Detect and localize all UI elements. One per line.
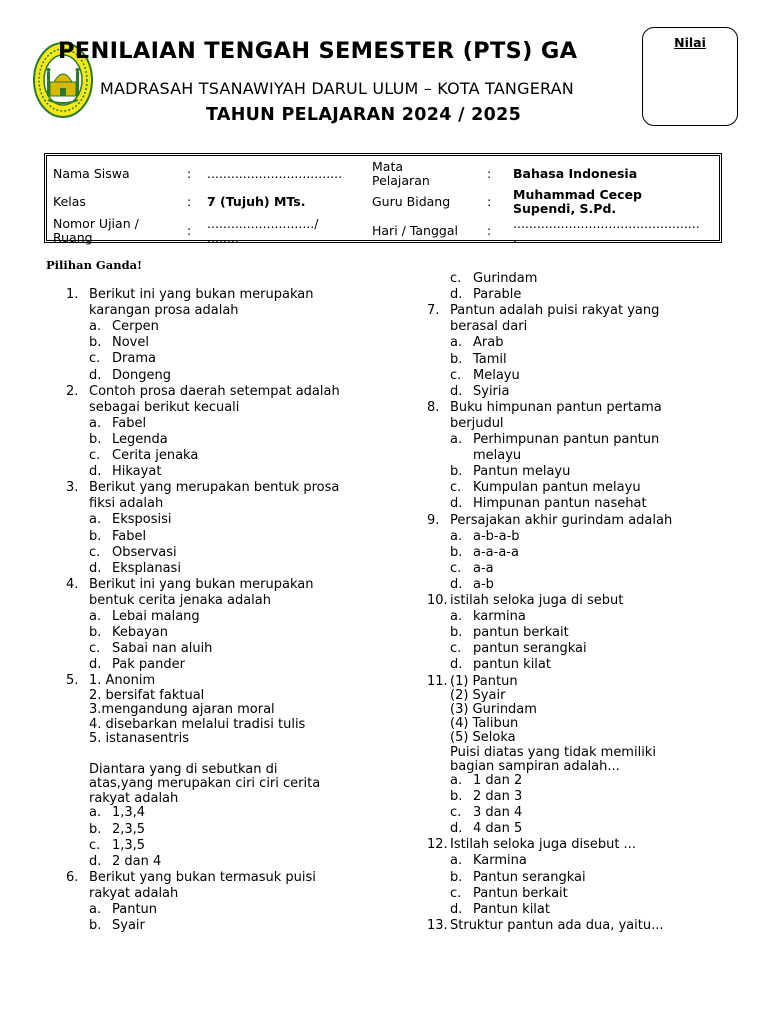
answer-option[interactable]: a-a-a-a bbox=[473, 544, 519, 560]
question-number: 3. bbox=[66, 480, 79, 496]
question-text: Struktur pantun ada dua, yaitu... bbox=[450, 917, 664, 933]
answer-option[interactable]: Sabai nan aluih bbox=[112, 641, 213, 657]
colon: : bbox=[187, 223, 192, 238]
answer-option[interactable]: Perhimpunan pantun pantun bbox=[473, 432, 660, 447]
question-text-line: (3) Gurindam bbox=[450, 701, 537, 717]
option-marker: c. bbox=[89, 448, 101, 463]
question-number: 11. bbox=[427, 673, 448, 689]
answer-option[interactable]: Eksplanasi bbox=[112, 560, 181, 576]
question-number: 13. bbox=[427, 917, 448, 933]
date-field[interactable]: ............................................... bbox=[513, 216, 700, 231]
option-marker: a. bbox=[89, 902, 102, 917]
option-marker: b. bbox=[89, 918, 102, 934]
teacher-label: Guru Bidang bbox=[372, 194, 451, 209]
option-marker: b. bbox=[450, 351, 463, 367]
answer-option[interactable]: Fabel bbox=[112, 528, 147, 544]
option-marker: d. bbox=[450, 821, 463, 837]
answer-option[interactable]: a-b bbox=[473, 576, 494, 592]
academic-year: TAHUN PELAJARAN 2024 / 2025 bbox=[206, 105, 522, 125]
option-marker: a. bbox=[89, 319, 102, 335]
page-title: PENILAIAN TENGAH SEMESTER (PTS) GA bbox=[58, 38, 578, 64]
subject-value: Bahasa Indonesia bbox=[513, 166, 638, 181]
answer-option[interactable]: Novel bbox=[112, 335, 149, 351]
answer-option[interactable]: 2,3,5 bbox=[112, 821, 146, 837]
option-marker: a. bbox=[89, 805, 102, 821]
answer-option[interactable]: Cerpen bbox=[112, 319, 159, 335]
answer-option[interactable]: Tamil bbox=[473, 351, 507, 367]
option-marker: d. bbox=[450, 383, 463, 399]
question-text: Berikut yang merupakan bentuk prosa bbox=[89, 480, 340, 496]
question-text: Pantun adalah puisi rakyat yang bbox=[450, 303, 660, 319]
answer-option[interactable]: Parable bbox=[473, 287, 522, 303]
answer-option[interactable]: Himpunan pantun nasehat bbox=[473, 496, 647, 512]
class-label: Kelas bbox=[53, 194, 86, 209]
question-text: Buku himpunan pantun pertama bbox=[450, 399, 662, 415]
answer-option[interactable]: Pantun melayu bbox=[473, 464, 571, 480]
question-text-line: Puisi diatas yang tidak memiliki bbox=[450, 744, 656, 760]
question-number: 4. bbox=[66, 576, 79, 592]
colon: : bbox=[487, 194, 492, 209]
answer-option[interactable]: Syiria bbox=[473, 383, 510, 399]
answer-option[interactable]: pantun serangkai bbox=[473, 641, 587, 657]
answer-option[interactable]: Pantun kilat bbox=[473, 901, 550, 917]
date-field-2: . bbox=[513, 230, 517, 245]
teacher-name-2: Supendi, S.Pd. bbox=[513, 201, 617, 216]
question-text: 1. Anonim bbox=[89, 673, 156, 689]
room-label: Ruang bbox=[53, 230, 93, 245]
question-text-line: (2) Syair bbox=[450, 687, 506, 703]
answer-option[interactable]: Pantun bbox=[112, 902, 158, 917]
student-name-field[interactable]: .................................. bbox=[207, 166, 343, 181]
answer-option[interactable]: karmina bbox=[473, 609, 526, 625]
option-marker: a. bbox=[89, 512, 102, 528]
section-heading: Pilihan Ganda! bbox=[46, 258, 143, 272]
answer-option[interactable]: 1,3,4 bbox=[112, 805, 146, 821]
answer-option[interactable]: Kebayan bbox=[112, 625, 168, 641]
option-marker: c. bbox=[450, 560, 462, 576]
question-number: 9. bbox=[427, 512, 440, 528]
answer-option[interactable]: Pantun berkait bbox=[473, 885, 568, 901]
answer-option[interactable]: pantun kilat bbox=[473, 657, 551, 673]
option-marker: a. bbox=[450, 432, 463, 447]
answer-option[interactable]: Syair bbox=[112, 918, 145, 934]
answer-option[interactable]: Dongeng bbox=[112, 367, 171, 383]
option-marker: b. bbox=[89, 625, 102, 641]
answer-option[interactable]: Eksposisi bbox=[112, 512, 172, 528]
option-marker: d. bbox=[89, 560, 102, 576]
school-name: MADRASAH TSANAWIYAH DARUL ULUM – KOTA TANGERAN bbox=[100, 79, 574, 98]
option-marker: a. bbox=[450, 335, 463, 351]
class-value: 7 (Tujuh) MTs. bbox=[207, 194, 306, 209]
answer-option[interactable]: 3 dan 4 bbox=[473, 805, 523, 821]
question-text-line: 2. bersifat faktual bbox=[89, 687, 205, 703]
question-text-line: (4) Talibun bbox=[450, 716, 519, 732]
question-text-line: karangan prosa adalah bbox=[89, 303, 239, 319]
answer-option[interactable]: a-b-a-b bbox=[473, 528, 520, 544]
answer-option[interactable]: 1 dan 2 bbox=[473, 772, 523, 788]
score-label: Nilai bbox=[674, 35, 706, 50]
question-text: Berikut ini yang bukan merupakan bbox=[89, 576, 314, 592]
question-text: (1) Pantun bbox=[450, 673, 518, 689]
question-text-line: 3.mengandung ajaran moral bbox=[89, 702, 275, 718]
option-marker: b. bbox=[450, 789, 463, 804]
option-marker: d. bbox=[89, 853, 102, 869]
answer-option[interactable]: Melayu bbox=[473, 367, 520, 383]
question-text: Berikut yang bukan termasuk puisi bbox=[89, 869, 316, 885]
answer-option[interactable]: Drama bbox=[112, 351, 156, 367]
answer-option[interactable]: Legenda bbox=[112, 431, 168, 447]
answer-option[interactable]: Cerita jenaka bbox=[112, 448, 199, 463]
option-marker: d. bbox=[89, 367, 102, 383]
option-marker: d. bbox=[89, 657, 102, 673]
colon: : bbox=[487, 166, 492, 181]
question-text-line: bagian sampiran adalah... bbox=[450, 758, 620, 774]
question-number: 6. bbox=[66, 869, 79, 885]
answer-option[interactable]: Fabel bbox=[112, 415, 147, 431]
answer-option[interactable]: Pak pander bbox=[112, 657, 185, 673]
question-text-line: 5. istanasentris bbox=[89, 731, 190, 747]
question-number: 10. bbox=[427, 593, 448, 608]
answer-option[interactable]: Lebai malang bbox=[112, 609, 200, 624]
question-text-line: berasal dari bbox=[450, 319, 528, 335]
question-number: 1. bbox=[66, 287, 79, 302]
question-text-line: bentuk cerita jenaka adalah bbox=[89, 592, 271, 608]
option-marker: d. bbox=[450, 287, 463, 303]
option-marker: a. bbox=[89, 609, 102, 624]
option-marker: c. bbox=[89, 351, 101, 367]
option-marker: c. bbox=[450, 805, 462, 821]
option-marker: b. bbox=[450, 869, 463, 885]
option-marker: b. bbox=[89, 528, 102, 544]
answer-option[interactable]: 2 dan 3 bbox=[473, 789, 523, 804]
subject-label-2: Pelajaran bbox=[372, 173, 430, 188]
answer-option[interactable]: a-a bbox=[473, 560, 494, 576]
question-text-line: melayu bbox=[473, 448, 522, 464]
option-marker: d. bbox=[450, 657, 463, 673]
option-marker: a. bbox=[450, 609, 463, 625]
student-identity-table bbox=[44, 153, 722, 243]
question-number: 12. bbox=[427, 837, 448, 853]
question-text: Persajakan akhir gurindam adalah bbox=[450, 512, 673, 528]
teacher-name: Muhammad Cecep bbox=[513, 187, 642, 202]
option-marker: b. bbox=[450, 464, 463, 480]
exam-number-field[interactable]: .........................../ bbox=[207, 216, 319, 231]
question-text-line: fiksi adalah bbox=[89, 496, 164, 512]
option-marker: b. bbox=[450, 625, 463, 641]
option-marker: c. bbox=[89, 544, 101, 560]
answer-option[interactable]: 2 dan 4 bbox=[112, 853, 162, 869]
question-text: Istilah seloka juga disebut ... bbox=[450, 837, 636, 853]
option-marker: d. bbox=[450, 576, 463, 592]
question-number: 5. bbox=[66, 673, 79, 689]
answer-option[interactable]: 4 dan 5 bbox=[473, 821, 523, 837]
option-marker: d. bbox=[89, 464, 102, 480]
option-marker: a. bbox=[450, 772, 463, 788]
option-marker: d. bbox=[450, 496, 463, 512]
option-marker: c. bbox=[450, 480, 462, 496]
colon: : bbox=[187, 166, 192, 181]
answer-option[interactable]: Arab bbox=[473, 335, 504, 351]
option-marker: b. bbox=[450, 544, 463, 560]
question-number: 2. bbox=[66, 383, 79, 399]
option-marker: a. bbox=[450, 853, 463, 869]
colon: : bbox=[487, 223, 492, 238]
question-text-line: atas,yang merupakan ciri ciri cerita bbox=[89, 776, 321, 792]
question-text-line: sebagai berikut kecuali bbox=[89, 399, 240, 415]
question-text-line: rakyat adalah bbox=[89, 790, 179, 806]
answer-option[interactable]: Pantun serangkai bbox=[473, 869, 586, 885]
answer-option[interactable]: pantun berkait bbox=[473, 625, 569, 641]
exam-number-label: Nomor Ujian / bbox=[53, 216, 139, 231]
option-marker: c. bbox=[450, 885, 462, 901]
answer-option[interactable]: Gurindam bbox=[473, 271, 538, 286]
option-marker: c. bbox=[89, 641, 101, 657]
question-text-line: Diantara yang di sebutkan di bbox=[89, 761, 278, 777]
question-text-line: berjudul bbox=[450, 415, 504, 431]
question-text-line: 4. disebarkan melalui tradisi tulis bbox=[89, 716, 306, 732]
answer-option[interactable]: 1,3,5 bbox=[112, 837, 146, 853]
question-text-line: (5) Seloka bbox=[450, 730, 516, 746]
question-number: 7. bbox=[427, 303, 440, 319]
question-text: istilah seloka juga di sebut bbox=[450, 593, 624, 608]
option-marker: b. bbox=[89, 335, 102, 351]
option-marker: c. bbox=[450, 367, 462, 383]
option-marker: d. bbox=[450, 901, 463, 917]
option-marker: a. bbox=[89, 415, 102, 431]
colon: : bbox=[187, 194, 192, 209]
answer-option[interactable]: Karmina bbox=[473, 853, 527, 869]
question-text-line: rakyat adalah bbox=[89, 885, 179, 901]
question-text: Berikut ini yang bukan merupakan bbox=[89, 287, 314, 302]
answer-option[interactable]: Kumpulan pantun melayu bbox=[473, 480, 641, 496]
question-number: 8. bbox=[427, 399, 440, 415]
option-marker: c. bbox=[450, 641, 462, 657]
room-field[interactable]: ........ bbox=[207, 230, 239, 245]
answer-option[interactable]: Observasi bbox=[112, 544, 177, 560]
answer-option[interactable]: Hikayat bbox=[112, 464, 162, 480]
score-box bbox=[642, 27, 738, 126]
option-marker: b. bbox=[89, 431, 102, 447]
option-marker: c. bbox=[89, 837, 101, 853]
subject-label: Mata bbox=[372, 159, 404, 174]
date-label: Hari / Tanggal bbox=[372, 223, 458, 238]
student-name-label: Nama Siswa bbox=[53, 166, 130, 181]
option-marker: a. bbox=[450, 528, 463, 544]
option-marker: c. bbox=[450, 271, 462, 286]
question-text: Contoh prosa daerah setempat adalah bbox=[89, 383, 340, 399]
option-marker: b. bbox=[89, 821, 102, 837]
